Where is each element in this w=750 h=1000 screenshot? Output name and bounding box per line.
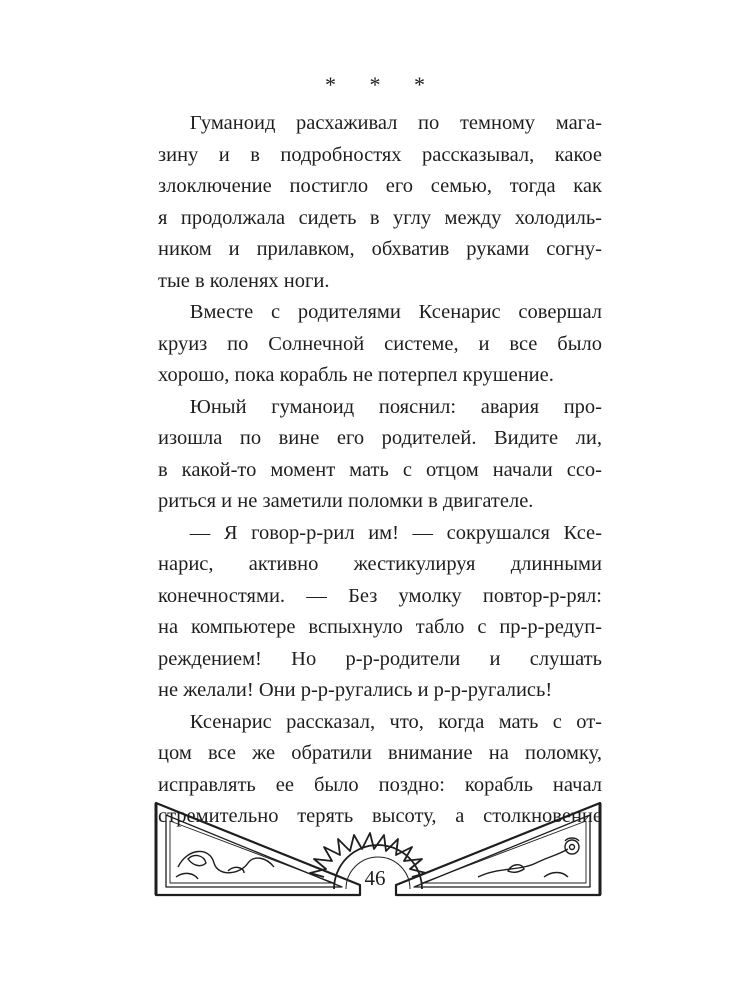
- text-line: я продолжала сидеть в углу между холодиль-: [158, 206, 602, 229]
- body-text: [158, 108, 602, 833]
- text-line: зину и в подробностях рассказывал, какое: [158, 143, 602, 166]
- text-line: нарис, активно жестикулируя длинными: [158, 553, 602, 575]
- right-wedge-icon: [396, 803, 600, 895]
- text-line: на компьютере вспыхнуло табло с пр-р-редуп-: [158, 616, 602, 638]
- text-line: ником и прилавком, обхватив руками согну-: [158, 238, 602, 260]
- text-line: Юный гуманоид пояснил: авария про-: [189, 395, 602, 418]
- page-number: 46: [364, 866, 386, 890]
- text-line: риться и не заметили поломки в двигателе.: [158, 490, 534, 512]
- paragraph: [158, 108, 602, 297]
- paragraph: [158, 297, 602, 392]
- text-line: круиз по Солнечной системе, и все было: [158, 332, 602, 355]
- paragraph: [158, 518, 602, 707]
- text-line: Гуманоид расхаживал по темному мага-: [189, 112, 602, 134]
- text-line: конечностями. — Без умолку повтор-р-рял:: [158, 584, 602, 607]
- flower-right-icon: [478, 838, 579, 877]
- text-line: реждением! Но р-р-родители и слушать: [158, 647, 602, 670]
- text-line: Ксенарис рассказал, что, когда мать с от-: [189, 710, 602, 733]
- text-line: не желали! Они р-р-ругались и р-р-ругались!: [158, 679, 553, 701]
- text-line: стремительно терять высоту, а столкновение: [158, 805, 602, 827]
- text-line: в какой-то момент мать с отцом начали ссо-: [158, 458, 602, 481]
- text-line: — Я говор-р-рил им! — сокрушался Ксе-: [189, 521, 602, 544]
- text-line: тые в коленях ноги.: [158, 269, 330, 292]
- text-line: цом все же обратили внимание на поломку,: [158, 742, 602, 764]
- text-line: изошла по вине его родителей. Видите ли,: [158, 427, 602, 449]
- text-line: хорошо, пока корабль не потерпел крушение.: [158, 364, 554, 386]
- text-line: Вместе с родителями Ксенарис совершал: [189, 301, 602, 323]
- text-line: злоключение постигло его семью, тогда как: [158, 175, 602, 197]
- text-line: исправлять ее было поздно: корабль начал: [158, 773, 602, 796]
- paragraph: [158, 392, 602, 518]
- vine-left-icon: [176, 851, 274, 879]
- section-separator: * * *: [325, 72, 439, 97]
